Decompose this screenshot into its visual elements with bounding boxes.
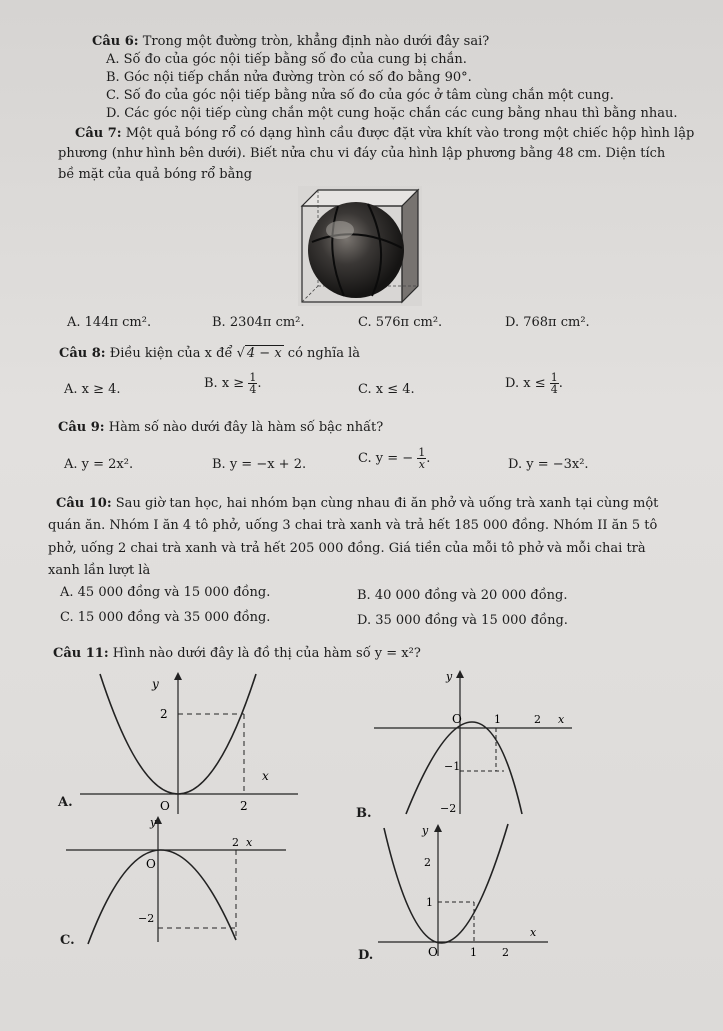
graph-b-label: B. (356, 806, 372, 821)
graph-a-label: A. (58, 795, 73, 810)
q8-option-c[interactable]: C. x ≤ 4. (358, 382, 415, 397)
q9-option-c[interactable]: C. y = − $\frac{1}{x}$ . (358, 446, 431, 471)
question-8: Câu 8: Điều kiện của x để √ 4 − x có nghĩa là (59, 346, 361, 361)
q6-option-a[interactable]: A. Số đo của góc nội tiếp bằng số đo của cung bị chắn. (106, 52, 467, 67)
question-11 (53, 646, 421, 661)
q10-option-a[interactable]: A. 45 000 đồng và 15 000 đồng. (60, 585, 271, 600)
question-7-line-2: phương (như hình bên dưới). Biết nửa chu vi đáy của hình lập phương bằng 48 cm. Diện tích (58, 146, 666, 161)
graph-c-x-tick: 2 (232, 836, 239, 849)
graph-c-x-label: x (246, 836, 253, 849)
graph-a-y-label: y (152, 677, 159, 691)
question-9 (58, 420, 383, 435)
q10-option-b[interactable]: B. 40 000 đồng và 20 000 đồng. (357, 588, 568, 603)
graph-a-x-tick: 2 (240, 799, 248, 813)
q8-option-a[interactable]: A. x ≥ 4. (64, 382, 121, 397)
graph-c-y-tick: −2 (138, 912, 155, 925)
q9-option-d[interactable]: D. y = −3x². (508, 457, 589, 472)
graph-d[interactable] (372, 820, 552, 966)
question-9-text: Hàm số nào dưới đây là hàm số bậc nhất? (108, 420, 384, 435)
graph-b-y-tick-1: −1 (444, 760, 461, 773)
graph-d-y-tick-2: 2 (424, 856, 431, 869)
q10-option-d[interactable]: D. 35 000 đồng và 15 000 đồng. (357, 613, 568, 628)
graph-a-y-tick: 2 (160, 707, 168, 721)
graph-b-origin: O (452, 712, 462, 726)
question-9-label: Câu 9: (58, 420, 105, 435)
graph-a[interactable] (60, 668, 300, 816)
question-8-text-after: có nghĩa là (287, 346, 361, 361)
q6-option-d[interactable]: D. Các góc nội tiếp cùng chắn một cung hoặc chắn các cung bằng nhau thì bằng nhau. (106, 106, 678, 121)
q7-option-c[interactable]: C. 576π cm². (358, 315, 443, 330)
question-7-line-3: bề mặt của quả bóng rổ bằng (58, 167, 253, 182)
question-6 (92, 34, 489, 49)
q6-option-b[interactable]: B. Góc nội tiếp chắn nửa đường tròn có số đo bằng 90°. (106, 70, 472, 85)
question-10-line-3: phở, uống 2 chai trà xanh và trả hết 205 000 đồng. Giá tiền của mỗi tô phở và mỗi chai trà (48, 541, 646, 556)
question-11-label: Câu 11: (53, 646, 109, 661)
parabola-d (384, 824, 508, 943)
graph-d-y-tick-1: 1 (426, 896, 433, 909)
graph-c-origin: O (146, 857, 156, 871)
graph-b-x-tick-1: 1 (494, 713, 501, 726)
question-7-label: Câu 7: (75, 126, 122, 141)
question-10 (56, 496, 658, 511)
graph-c[interactable] (66, 812, 288, 962)
graph-d-x-label: x (530, 926, 537, 939)
q9-option-b[interactable]: B. y = −x + 2. (212, 457, 307, 472)
question-8-radicand: 4 − x (246, 346, 282, 361)
basketball-in-cube-figure (298, 186, 422, 306)
graph-d-x-tick-2: 2 (502, 946, 509, 959)
graph-d-origin: O (428, 945, 438, 959)
question-6-text: Trong một đường tròn, khẳng định nào dưới đây sai? (142, 34, 490, 49)
q8-option-b[interactable]: B. x ≥ $\frac{1}{4}$ . (204, 371, 262, 396)
question-10-line-2: quán ăn. Nhóm I ăn 4 tô phở, uống 3 chai trà xanh và trả hết 185 000 đồng. Nhóm II ăn 5 tô (48, 518, 658, 533)
q7-option-b[interactable]: B. 2304π cm². (212, 315, 305, 330)
graph-b-x-label: x (558, 713, 565, 726)
parabola-c (88, 850, 236, 944)
question-10-label: Câu 10: (56, 496, 112, 511)
q9-option-a[interactable]: A. y = 2x². (64, 457, 134, 472)
graph-d-x-tick-1: 1 (470, 946, 477, 959)
graph-c-label: C. (60, 933, 75, 948)
graph-b-x-tick-2: 2 (534, 713, 541, 726)
parabola-b (406, 722, 522, 814)
graph-d-label: D. (358, 948, 374, 963)
question-8-text-before: Điều kiện của x để (109, 346, 233, 361)
q7-option-d[interactable]: D. 768π cm². (505, 315, 590, 330)
q6-option-c[interactable]: C. Số đo của góc nội tiếp bằng nửa số đo của góc ở tâm cùng chắn một cung. (106, 88, 614, 103)
graph-a-x-label: x (262, 769, 269, 783)
graph-d-y-label: y (422, 824, 429, 837)
question-6-label: Câu 6: (92, 34, 139, 49)
question-10-line-4: xanh lần lượt là (48, 563, 151, 578)
q10-option-c[interactable]: C. 15 000 đồng và 35 000 đồng. (60, 610, 271, 625)
q8-option-d[interactable]: D. x ≤ $\frac{1}{4}$ . (505, 371, 563, 396)
graph-a-origin: O (160, 799, 170, 813)
q7-option-a[interactable]: A. 144π cm². (67, 315, 152, 330)
graph-b[interactable] (374, 664, 574, 824)
question-11-text: Hình nào dưới đây là đồ thị của hàm số y = x²? (112, 646, 421, 661)
graph-b-y-label: y (446, 670, 453, 683)
question-10-line-1: Sau giờ tan học, hai nhóm bạn cùng nhau đi ăn phở và uống trà xanh tại cùng một (115, 496, 659, 511)
basketball-sphere (308, 202, 404, 298)
question-8-label: Câu 8: (59, 346, 106, 361)
question-7-line-1: Một quả bóng rổ có dạng hình cầu được đặt vừa khít vào trong một chiếc hộp hình lập (125, 126, 695, 141)
graph-b-y-tick-2: −2 (440, 802, 457, 815)
question-7 (75, 126, 694, 141)
graph-c-y-label: y (150, 816, 157, 829)
